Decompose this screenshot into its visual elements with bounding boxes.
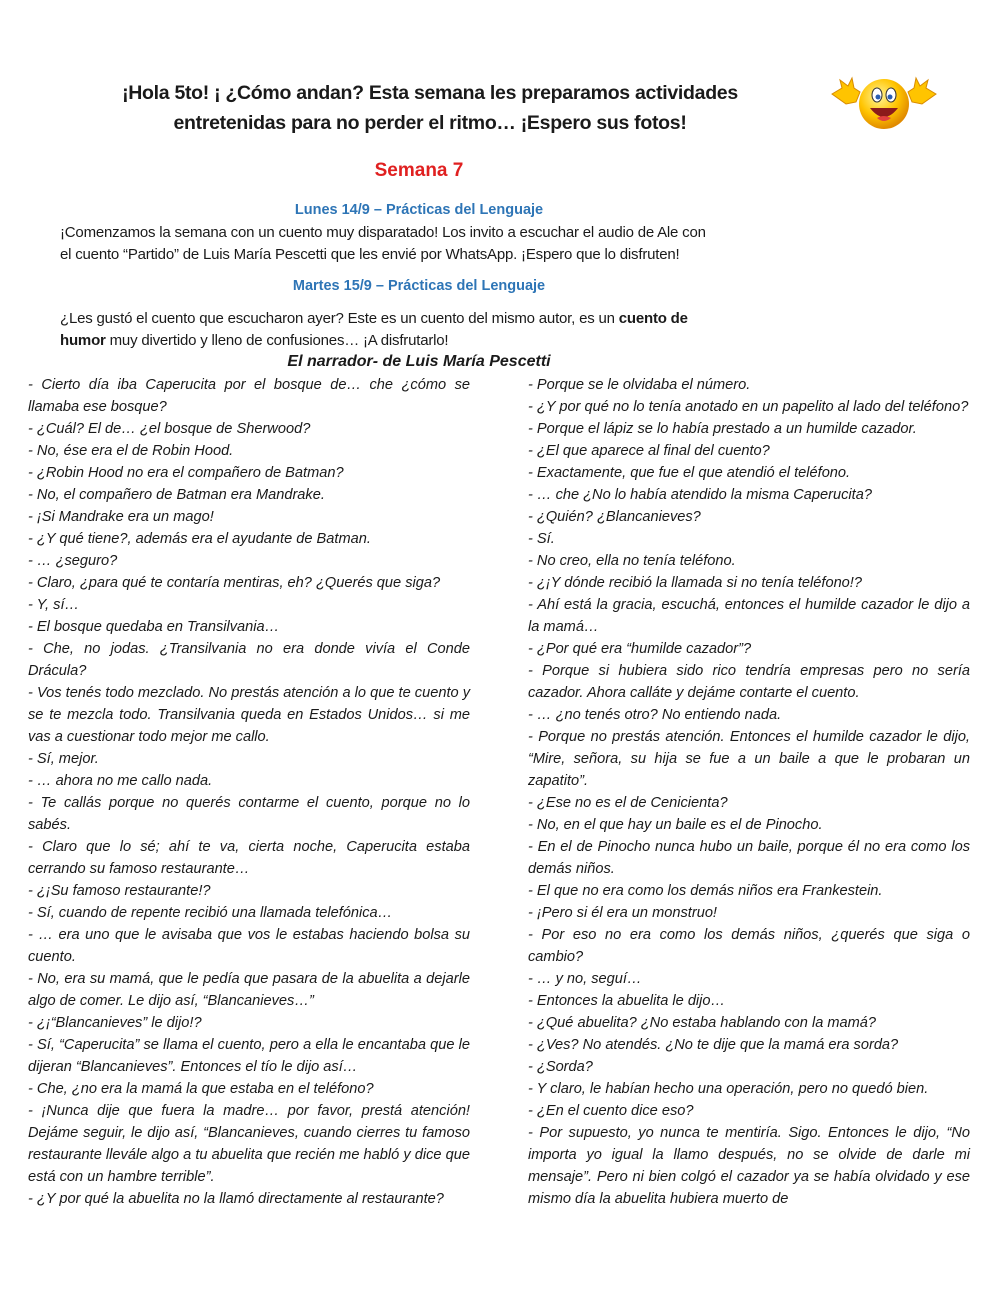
dialogue-line: - ¡Si Mandrake era un mago! [28,509,214,525]
dialogue-line: - Sí, mejor. [28,751,99,767]
greeting-line-2: entretenidas para no perder el ritmo… ¡Espero sus fotos! [173,112,687,134]
dialogue-line: - ¿En el cuento dice eso? [528,1103,694,1119]
dialogue-line: - Te callás porque no querés contarme el cuento, porque no lo sabés. [28,795,470,833]
dialogue-line: - ¡Nunca dije que fuera la madre… por favor, prestá atención! Dejáme seguir, le dijo así, “Blancanieves, cuando cierres tu famoso restaurante llevále algo a tu abuelita que recién me habló y dice que está con un hambre terrible”. [28,1103,470,1185]
dialogue-line: - Exactamente, que fue el que atendió el teléfono. [528,465,851,481]
dialogue-line: - ¿Cuál? El de… ¿el bosque de Sherwood? [28,421,311,437]
dialogue-line: - ¡Pero si él era un monstruo! [528,905,717,921]
dialogue-line: - El bosque quedaba en Transilvania… [28,619,280,635]
dialogue-line: - Porque se le olvidaba el número. [528,377,751,393]
tuesday-paragraph [60,308,780,352]
dialogue-line: - ¿Qué abuelita? ¿No estaba hablando con la mamá? [528,1015,877,1031]
dialogue-line: - Che, no jodas. ¿Transilvania no era donde vivía el Conde Drácula? [28,641,470,679]
dialogue-line: - Por supuesto, yo nunca te mentiría. Sigo. Entonces le dijo, “No importa yo igual la llamo después, no se olvide de darle mi mensaje”. Pero ni bien colgó el cazador ya se había olvidado y ese mismo día la abuelita hubiera muerto de [528,1125,970,1207]
dialogue-line: - Cierto día iba Caperucita por el bosque de… che ¿cómo se llamaba ese bosque? [28,377,470,415]
dialogue-line: - ¿Robin Hood no era el compañero de Batman? [28,465,344,481]
dialogue-line: - Claro, ¿para qué te contaría mentiras, eh? ¿Querés que siga? [28,575,441,591]
dialogue-line: - En el de Pinocho nunca hubo un baile, porque él no era como los demás niños. [528,839,970,877]
dialogue-line: - No creo, ella no tenía teléfono. [528,553,736,569]
dialogue-line: - … ¿seguro? [28,553,118,569]
dialogue-line: - Por eso no era como los demás niños, ¿querés que siga o cambio? [528,927,970,965]
dialogue-line: - ¿¡Su famoso restaurante!? [28,883,211,899]
dialogue-line: - Entonces la abuelita le dijo… [528,993,726,1009]
story-column-right [528,374,970,1210]
dialogue-line: - Ahí está la gracia, escuchá, entonces el humilde cazador le dijo a la mamá… [528,597,970,635]
tuesday-bold: cuento de [618,310,688,327]
dialogue-line: - ¿Ves? No atendés. ¿No te dije que la mamá era sorda? [528,1037,899,1053]
story-title: El narrador- de Luis María Pescetti [287,353,551,370]
dialogue-line: - Porque el lápiz se lo había prestado a un humilde cazador. [528,421,917,437]
story-column-left [28,374,470,1210]
dialogue-line: - Che, ¿no era la mamá la que estaba en el teléfono? [28,1081,374,1097]
dialogue-line: - Porque no prestás atención. Entonces el humilde cazador le dijo, “Mire, señora, su hija se fue a un baile a que le probaran un zapatito”. [528,729,970,789]
dialogue-line: - ¿Por qué era “humilde cazador”? [528,641,752,657]
dialogue-line: - ¿Sorda? [528,1059,593,1075]
dialogue-line: - Vos tenés todo mezclado. No prestás atención a lo que te cuento y se te mezcla todo. Transilvania queda en Estados Unidos… si me vas a cuestionar todo mejor me callo. [28,685,470,745]
dialogue-line: - Y claro, le habían hecho una operación, pero no quedó bien. [528,1081,929,1097]
monday-line-2: el cuento “Partido” de Luis María Pescetti que les envié por WhatsApp. ¡Espero que lo disfruten! [60,246,680,263]
monday-heading: Lunes 14/9 – Prácticas del Lenguaje [294,202,544,218]
tuesday-bold: humor [60,332,106,349]
dialogue-line: - … y no, seguí… [528,971,642,987]
tuesday-text: muy divertido y lleno de confusiones… ¡A disfrutarlo! [105,332,449,349]
dialogue-line: - No, era su mamá, que le pedía que pasara de la abuelita a dejarle algo de comer. Le dijo así, “Blancanieves…” [28,971,470,1009]
dialogue-line: - ¿¡Y dónde recibió la llamada si no tenía teléfono!? [528,575,862,591]
dialogue-line: - … era uno que le avisaba que vos le estabas haciendo bolsa su cuento. [28,927,470,965]
tuesday-text: ¿Les gustó el cuento que escucharon ayer? Este es un cuento del mismo autor, es un [60,310,619,327]
monday-line-1: ¡Comenzamos la semana con un cuento muy disparatado! Los invito a escuchar el audio de Ale con [60,224,706,241]
dialogue-line: - … che ¿No lo había atendido la misma Caperucita? [528,487,872,503]
dialogue-line: - El que no era como los demás niños era Frankestein. [528,883,883,899]
dialogue-line: - ¿¡“Blancanieves” le dijo!? [28,1015,202,1031]
dialogue-line: - ¿Quién? ¿Blancanieves? [528,509,701,525]
tuesday-heading: Martes 15/9 – Prácticas del Lenguaje [292,278,546,294]
monday-paragraph [60,222,800,266]
dialogue-line: - ¿Y por qué no lo tenía anotado en un papelito al lado del teléfono? [528,399,969,415]
dialogue-line: - … ahora no me callo nada. [28,773,213,789]
dialogue-line: - No, el compañero de Batman era Mandrake. [28,487,325,503]
greeting-line-1: ¡Hola 5to! ¡ ¿Cómo andan? Esta semana les preparamos actividades [122,82,738,104]
dialogue-line: - Claro que lo sé; ahí te va, cierta noche, Caperucita estaba cerrando su famoso restaurante… [28,839,470,877]
dialogue-line: - Sí, cuando de repente recibió una llamada telefónica… [28,905,393,921]
waving-smiley-emoji-icon [828,74,940,132]
dialogue-line: - ¿Ese no es el de Cenicienta? [528,795,728,811]
dialogue-line: - ¿Y qué tiene?, además era el ayudante de Batman. [28,531,371,547]
dialogue-line: - No, ése era el de Robin Hood. [28,443,234,459]
greeting-heading [70,78,790,138]
dialogue-line: - … ¿no tenés otro? No entiendo nada. [528,707,782,723]
dialogue-line: - ¿El que aparece al final del cuento? [528,443,770,459]
dialogue-line: - Sí. [528,531,555,547]
dialogue-line: - ¿Y por qué la abuelita no la llamó directamente al restaurante? [28,1191,444,1207]
dialogue-line: - No, en el que hay un baile es el de Pinocho. [528,817,823,833]
dialogue-line: - Y, sí… [28,597,80,613]
week-title: Semana 7 [374,160,464,181]
dialogue-line: - Porque si hubiera sido rico tendría empresas pero no sería cazador. Ahora calláte y dejáme contarte el cuento. [528,663,970,701]
dialogue-line: - Sí, “Caperucita” se llama el cuento, pero a ella le encantaba que le dijeran “Blancanieves”. Entonces el tío le dijo así… [28,1037,470,1075]
